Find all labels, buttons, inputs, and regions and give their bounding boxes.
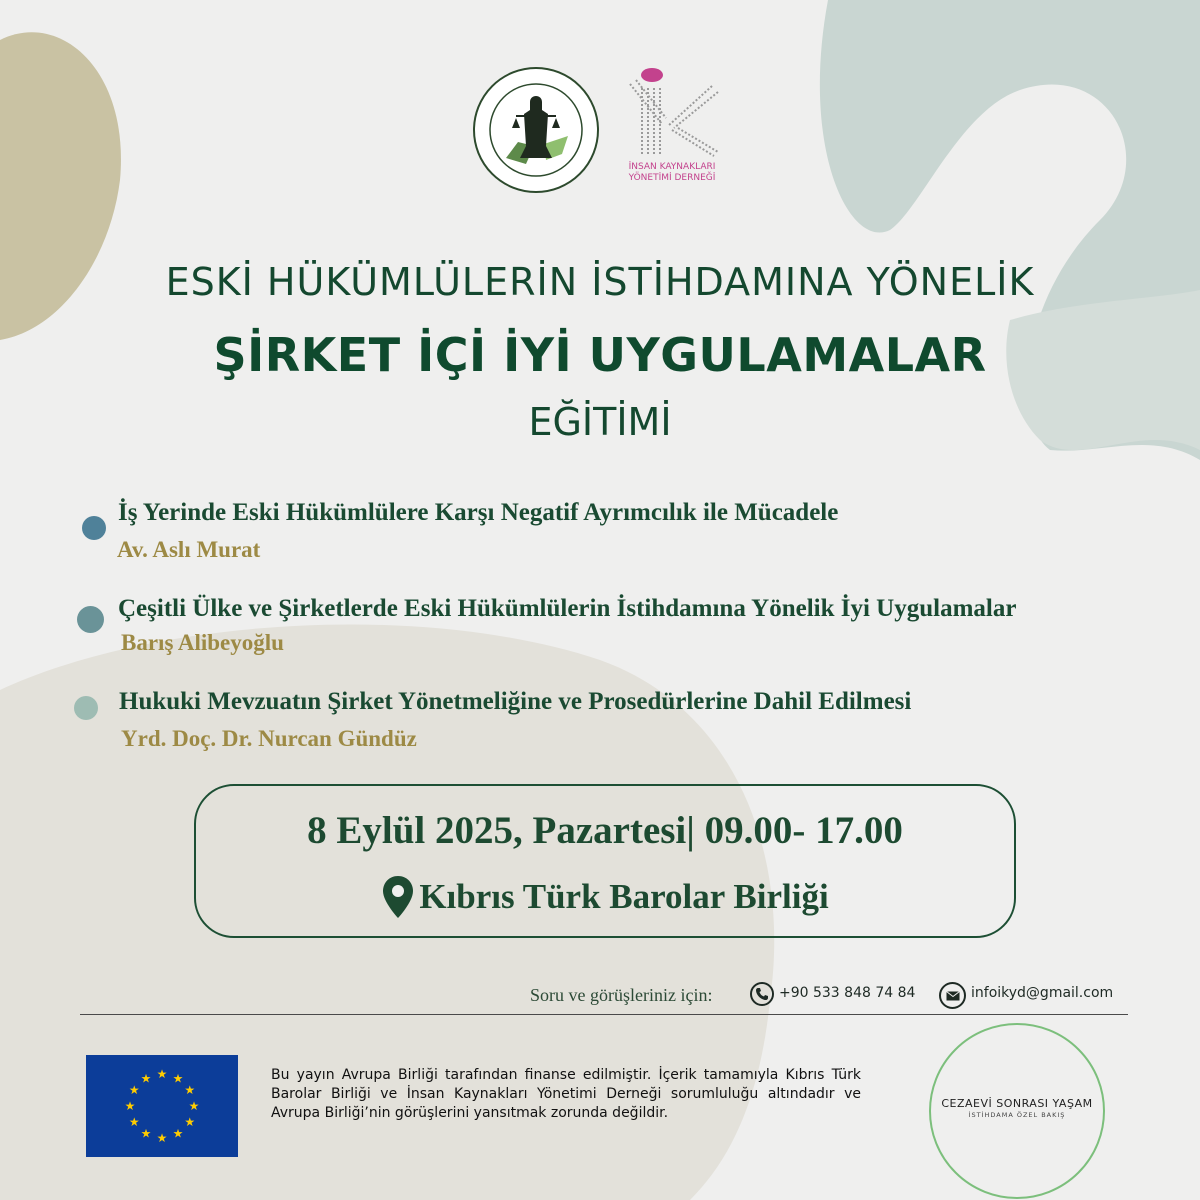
event-date-time: 8 Eylül 2025, Pazartesi| 09.00- 17.00 — [307, 809, 903, 852]
eu-star: ★ — [172, 1126, 184, 1141]
eu-star: ★ — [124, 1099, 136, 1113]
eu-star: ★ — [188, 1099, 200, 1113]
contact-phone[interactable]: +90 533 848 74 84 — [779, 985, 916, 1001]
event-location: Kıbrıs Türk Barolar Birliği — [419, 877, 829, 916]
eu-star: ★ — [156, 1067, 168, 1081]
mail-icon — [939, 982, 966, 1009]
eu-star: ★ — [128, 1115, 140, 1129]
session-topic-2: Çeşitli Ülke ve Şirketlerde Eski Hükümlülerin İstihdamına Yönelik İyi Uygulamalar — [118, 595, 1017, 622]
event-location-row — [194, 872, 1016, 922]
session-speaker-3: Yrd. Doç. Dr. Nurcan Gündüz — [121, 726, 417, 751]
session-bullet-2 — [77, 606, 104, 633]
eu-star: ★ — [156, 1131, 168, 1145]
ikyd-logo — [622, 66, 722, 190]
eu-star: ★ — [172, 1071, 184, 1086]
map-pin-icon — [381, 874, 415, 920]
csy-logo-subtitle: İSTİHDAMA ÖZEL BAKIŞ — [968, 1111, 1066, 1119]
ktbb-logo — [472, 66, 600, 194]
session-speaker-2: Barış Alibeyoğlu — [121, 630, 284, 655]
title-line2: ŞİRKET İÇİ İYİ UYGULAMALAR — [213, 328, 987, 382]
ikyd-name-line2: YÖNETİMİ DERNEĞİ — [628, 173, 716, 183]
eu-star: ★ — [140, 1071, 152, 1086]
title-line3: EĞİTİMİ — [528, 400, 672, 444]
session-speaker-1: Av. Aslı Murat — [117, 537, 261, 562]
divider-line — [80, 1014, 1128, 1015]
phone-icon — [750, 982, 774, 1006]
contact-email[interactable]: infoikyd@gmail.com — [971, 985, 1114, 1001]
session-topic-3: Hukuki Mevzuatın Şirket Yönetmeliğine ve Prosedürlerine Dahil Edilmesi — [119, 688, 912, 715]
csy-logo-title: CEZAEVİ SONRASI YAŞAM — [941, 1097, 1093, 1110]
ik-monogram-icon — [622, 66, 722, 162]
title-line1: ESKİ HÜKÜMLÜLERİN İSTİHDAMINA YÖNELİK — [165, 260, 1035, 304]
eu-flag-icon — [86, 1055, 238, 1157]
eu-star: ★ — [184, 1083, 196, 1097]
eu-star: ★ — [184, 1115, 196, 1129]
eu-star: ★ — [140, 1126, 152, 1141]
funding-disclaimer: Bu yayın Avrupa Birliği tarafından finanse edilmiştir. İçerik tamamıyla Kıbrıs Türk Barolar Birliği ve İnsan Kaynakları Yönetimi Derneği sorumluluğu altındadır ve Avrupa Birliği’nin görüşlerini yansıtmak zorunda değildir. — [271, 1067, 861, 1121]
session-topic-1: İş Yerinde Eski Hükümlülere Karşı Negatif Ayrımcılık ile Mücadele — [118, 499, 839, 526]
contact-label: Soru ve görüşleriniz için: — [530, 985, 713, 1005]
eu-star: ★ — [128, 1083, 140, 1097]
ikyd-name-line1: İNSAN KAYNAKLARI — [628, 162, 716, 172]
session-bullet-3 — [74, 696, 98, 720]
session-bullet-1 — [82, 516, 106, 540]
